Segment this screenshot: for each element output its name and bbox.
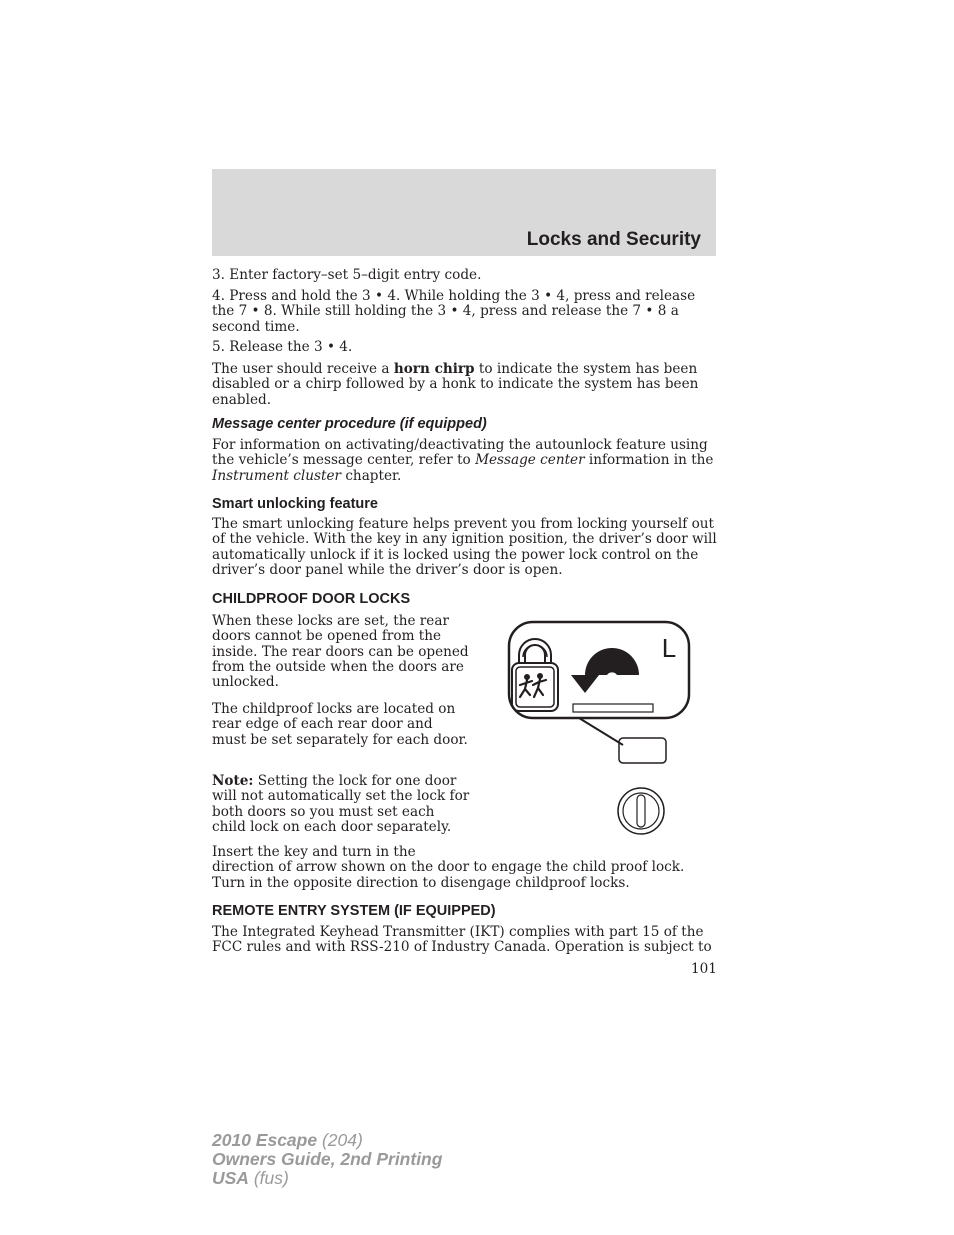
childproof-p1-text: When these locks are set, the rear doors cannot be opened from the inside. The rear doors can be opened from the outside when the doors are unlocked. xyxy=(212,613,469,691)
childproof-p4 xyxy=(212,845,718,891)
mc-pre: For information on activating/deactivating the autounlock feature using the vehicle’s message center, refer to xyxy=(212,437,708,469)
callout-leader-line xyxy=(579,718,623,745)
mc-italic-2: Instrument cluster xyxy=(212,467,341,484)
footer-line-1 xyxy=(212,1131,442,1150)
step-3 xyxy=(212,268,718,283)
step-5-text: 5. Release the 3 • 4. xyxy=(212,339,353,355)
horn-bold: horn chirp xyxy=(393,361,475,377)
horn-post: to indicate the system has been disabled or a chirp followed by a honk to indicate the system has been enabled. xyxy=(212,361,699,408)
footer-market-code: (fus) xyxy=(248,1168,289,1188)
childproof-heading: CHILDPROOF DOOR LOCKS xyxy=(212,591,411,607)
footer-model: 2010 Escape xyxy=(212,1130,318,1150)
step-4 xyxy=(212,289,718,335)
header-band xyxy=(212,169,716,256)
childproof-note xyxy=(212,774,470,835)
mc-post: chapter. xyxy=(341,467,402,484)
step-4-text: 4. Press and hold the 3 • 4. While holding the 3 • 4, press and release the 7 • 8. While still holding the 3 • 4, press and release the 7 • 8 a second time. xyxy=(212,288,696,335)
childproof-p4-rest: direction of arrow shown on the door to engage the child proof lock. Turn in the opposite direction to disengage childproof locks. xyxy=(212,859,685,891)
note-label: Note: xyxy=(212,773,254,789)
footer xyxy=(212,1131,442,1188)
step-5 xyxy=(212,340,718,355)
smart-unlock-paragraph xyxy=(212,517,718,578)
childproof-lock-illustration xyxy=(505,617,695,842)
remote-entry-paragraph xyxy=(212,925,718,956)
footer-line-3 xyxy=(212,1169,442,1188)
key-cylinder-icon xyxy=(618,788,664,834)
footer-line-2: Owners Guide, 2nd Printing xyxy=(212,1149,443,1169)
page-title: Locks and Security xyxy=(526,229,701,250)
footer-market: USA xyxy=(212,1168,249,1188)
horn-paragraph xyxy=(212,362,718,408)
note-text: Setting the lock for one door will not automatically set the lock for both doors so you must set each child lock on each door separately. xyxy=(212,773,470,835)
lock-slot-bar xyxy=(573,704,653,712)
horn-pre: The user should receive a xyxy=(212,361,394,377)
remote-entry-text: The Integrated Keyhead Transmitter (IKT) complies with part 15 of the FCC rules and with RSS-210 of Industry Canada. Operation is subject to xyxy=(212,924,712,956)
childproof-p2 xyxy=(212,702,470,748)
footer-code: (204) xyxy=(317,1130,363,1150)
smart-unlock-heading: Smart unlocking feature xyxy=(212,496,378,512)
message-center-heading: Message center procedure (if equipped) xyxy=(212,416,487,432)
curved-arrow-icon xyxy=(571,648,639,693)
mc-italic-1: Message center xyxy=(475,452,585,469)
step-3-text: 3. Enter factory–set 5–digit entry code. xyxy=(212,267,482,283)
childproof-p4-line1: Insert the key and turn in the xyxy=(212,844,416,860)
door-lock-callout-box xyxy=(619,738,666,763)
mc-mid: information in the xyxy=(584,452,714,469)
padlock-child-icon xyxy=(512,639,558,711)
illustration-letter-l: L xyxy=(661,633,677,663)
message-center-paragraph xyxy=(212,438,718,484)
childproof-p2-text: The childproof locks are located on rear edge of each rear door and must be set separately for each door. xyxy=(212,701,468,748)
remote-entry-heading: REMOTE ENTRY SYSTEM (IF EQUIPPED) xyxy=(212,903,496,919)
childproof-p1 xyxy=(212,614,470,690)
smart-unlock-text: The smart unlocking feature helps prevent you from locking yourself out of the vehicle. With the key in any ignition position, the driver’s door will automatically unlock if it is locked using the power lock control on the driver’s door panel while the driver’s door is open. xyxy=(212,516,717,578)
page-number: 101 xyxy=(691,961,717,977)
